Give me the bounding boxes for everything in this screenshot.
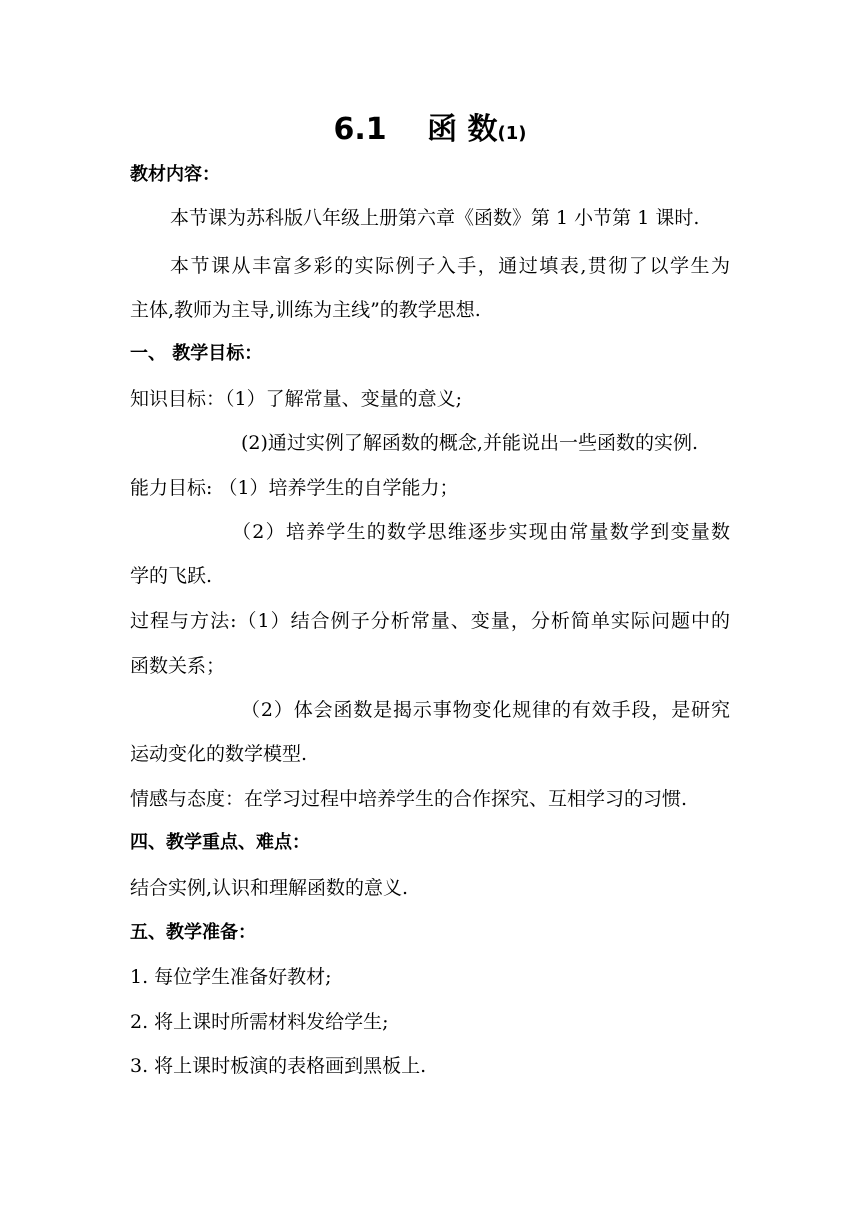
ability-goal-line-3: 学的飞跃.: [130, 565, 213, 587]
content-paragraph-2-line-1: 本节课从丰富多彩的实际例子入手，通过填表,贯彻了以学生为: [170, 255, 730, 277]
ability-goal-line-2: （2）培养学生的数学思维逐步实现由常量数学到变量数: [232, 521, 730, 543]
key-points-heading: 四、教学重点、难点：: [130, 832, 310, 853]
knowledge-goal-line-2: (2)通过实例了解函数的概念,并能说出一些函数的实例.: [241, 432, 698, 454]
process-goal-line-4: 运动变化的数学模型.: [130, 743, 308, 765]
title-main: 6.1 函 数: [333, 112, 498, 147]
page-title: [0, 110, 860, 154]
content-paragraph-1: 本节课为苏科版八年级上册第六章《函数》第 1 小节第 1 课时.: [170, 207, 700, 229]
preparation-heading: 五、教学准备：: [130, 922, 256, 943]
key-points-line: 结合实例,认识和理解函数的意义.: [130, 877, 409, 899]
process-goal-line-3: （2）体会函数是揭示事物变化规律的有效手段，是研究: [241, 699, 730, 721]
content-paragraph-2-line-2: 主体,教师为主导,训练为主线”的教学思想.: [130, 299, 481, 321]
title-suffix: (1): [497, 123, 527, 144]
goals-heading: 一、 教学目标：: [130, 343, 263, 364]
process-goal-line-2: 函数关系；: [130, 655, 226, 677]
emotion-goal-line: 情感与态度：在学习过程中培养学生的合作探究、互相学习的习惯.: [130, 788, 688, 810]
knowledge-goal-line-1: 知识目标：（1）了解常量、变量的意义;: [130, 388, 462, 410]
preparation-item: 2. 将上课时所需材料发给学生;: [130, 1011, 389, 1033]
ability-goal-line-1: 能力目标: （1）培养学生的自学能力；: [130, 477, 459, 499]
preparation-item: 1. 每位学生准备好教材;: [130, 966, 332, 988]
preparation-item: 3. 将上课时板演的表格画到黑板上.: [130, 1055, 427, 1077]
process-goal-line-1: 过程与方法:（1）结合例子分析常量、变量，分析简单实际问题中的: [130, 610, 730, 632]
content-heading: 教材内容：: [130, 164, 220, 185]
